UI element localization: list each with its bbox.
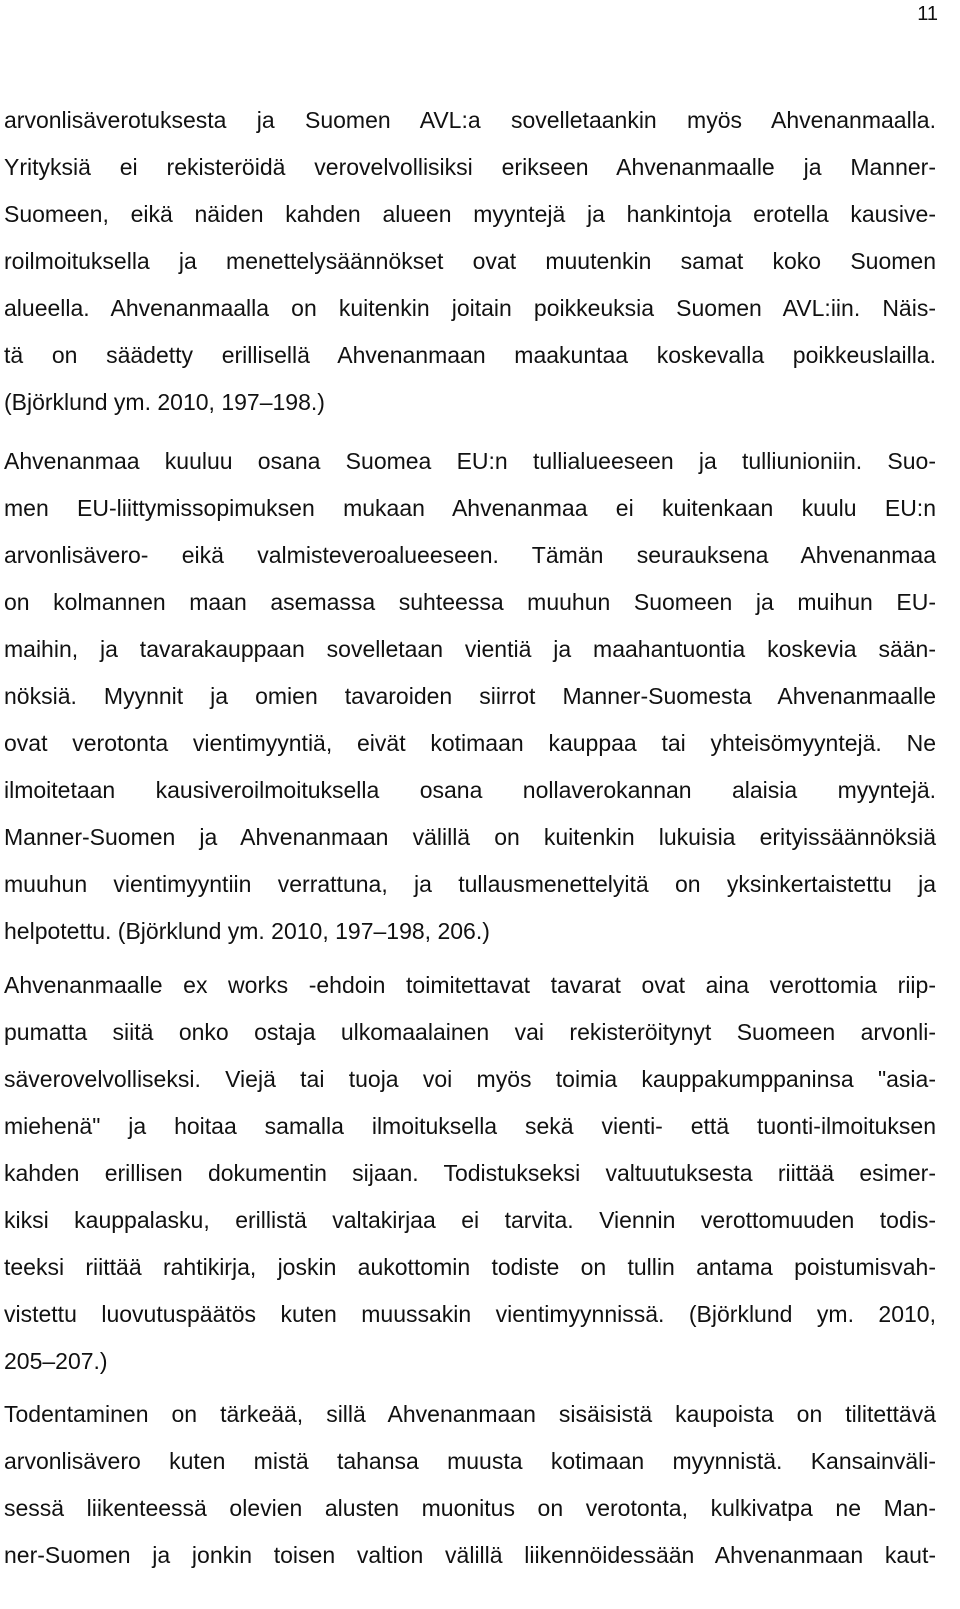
text-line: 205–207.) [4,1348,108,1374]
text-line: nöksiä. Myynnit ja omien tavaroiden siirrot Manner-Suomesta Ahvenanmaalle [4,683,936,709]
text-line: muuhun vientimyyntiin verrattuna, ja tullausmenettelyitä on yksinkertaistettu ja [4,871,936,897]
text-line: arvonlisävero kuten mistä tahansa muusta kotimaan myynnistä. Kansainväli- [4,1448,936,1474]
text-line: teeksi riittää rahtikirja, joskin aukottomin todiste on tullin antama poistumisvah- [4,1254,936,1280]
paragraph-3 [4,962,936,1385]
text-line: tä on säädetty erillisellä Ahvenanmaan maakuntaa koskevalla poikkeuslailla. [4,342,936,368]
text-line: vistettu luovutuspäätös kuten muussakin vientimyynnissä. (Björklund ym. 2010, [4,1301,936,1327]
text-line: ovat verotonta vientimyyntiä, eivät kotimaan kauppaa tai yhteisömyyntejä. Ne [4,730,936,756]
text-line: maihin, ja tavarakauppaan sovelletaan vientiä ja maahantuontia koskevia sään- [4,636,936,662]
text-line: pumatta siitä onko ostaja ulkomaalainen vai rekisteröitynyt Suomeen arvonli- [4,1019,936,1045]
text-line: Ahvenanmaa kuuluu osana Suomea EU:n tullialueeseen ja tulliunioniin. Suo- [4,448,936,474]
paragraph-1 [4,97,936,426]
text-line: Todentaminen on tärkeää, sillä Ahvenanmaan sisäisistä kaupoista on tilitettävä [4,1401,936,1427]
text-line: Suomeen, eikä näiden kahden alueen myyntejä ja hankintoja erotella kausive- [4,201,936,227]
text-line: kahden erillisen dokumentin sijaan. Todistukseksi valtuutuksesta riittää esimer- [4,1160,936,1186]
text-line: alueella. Ahvenanmaalla on kuitenkin joitain poikkeuksia Suomen AVL:iin. Näis- [4,295,936,321]
text-line: men EU-liittymissopimuksen mukaan Ahvenanmaa ei kuitenkaan kuulu EU:n [4,495,936,521]
text-line: Yrityksiä ei rekisteröidä verovelvollisiksi erikseen Ahvenanmaalle ja Manner- [4,154,936,180]
text-line: miehenä" ja hoitaa samalla ilmoituksella sekä vienti- että tuonti-ilmoituksen [4,1113,936,1139]
text-line: Manner-Suomen ja Ahvenanmaan välillä on kuitenkin lukuisia erityissäännöksiä [4,824,936,850]
page-number: 11 [917,3,938,25]
paragraph-4 [4,1391,936,1579]
text-line: helpotettu. (Björklund ym. 2010, 197–198, 206.) [4,918,490,944]
text-line: säverovelvolliseksi. Viejä tai tuoja voi myös toimia kauppakumppaninsa "asia- [4,1066,936,1092]
text-line: on kolmannen maan asemassa suhteessa muuhun Suomeen ja muihun EU- [4,589,936,615]
text-line: kiksi kauppalasku, erillistä valtakirjaa ei tarvita. Viennin verottomuuden todis- [4,1207,936,1233]
text-line: roilmoituksella ja menettelysäännökset ovat muutenkin samat koko Suomen [4,248,936,274]
text-line: sessä liikenteessä olevien alusten muonitus on verotonta, kulkivatpa ne Man- [4,1495,936,1521]
text-line: arvonlisäverotuksesta ja Suomen AVL:a sovelletaankin myös Ahvenanmaalla. [4,107,936,133]
text-line: Ahvenanmaalle ex works -ehdoin toimitettavat tavarat ovat aina verottomia riip- [4,972,936,998]
paragraph-2 [4,438,936,955]
text-line: ilmoitetaan kausiveroilmoituksella osana nollaverokannan alaisia myyntejä. [4,777,936,803]
text-line: (Björklund ym. 2010, 197–198.) [4,389,325,415]
text-line: ner-Suomen ja jonkin toisen valtion välillä liikennöidessään Ahvenanmaan kaut- [4,1542,936,1568]
text-line: arvonlisävero- eikä valmisteveroalueeseen. Tämän seurauksena Ahvenanmaa [4,542,936,568]
